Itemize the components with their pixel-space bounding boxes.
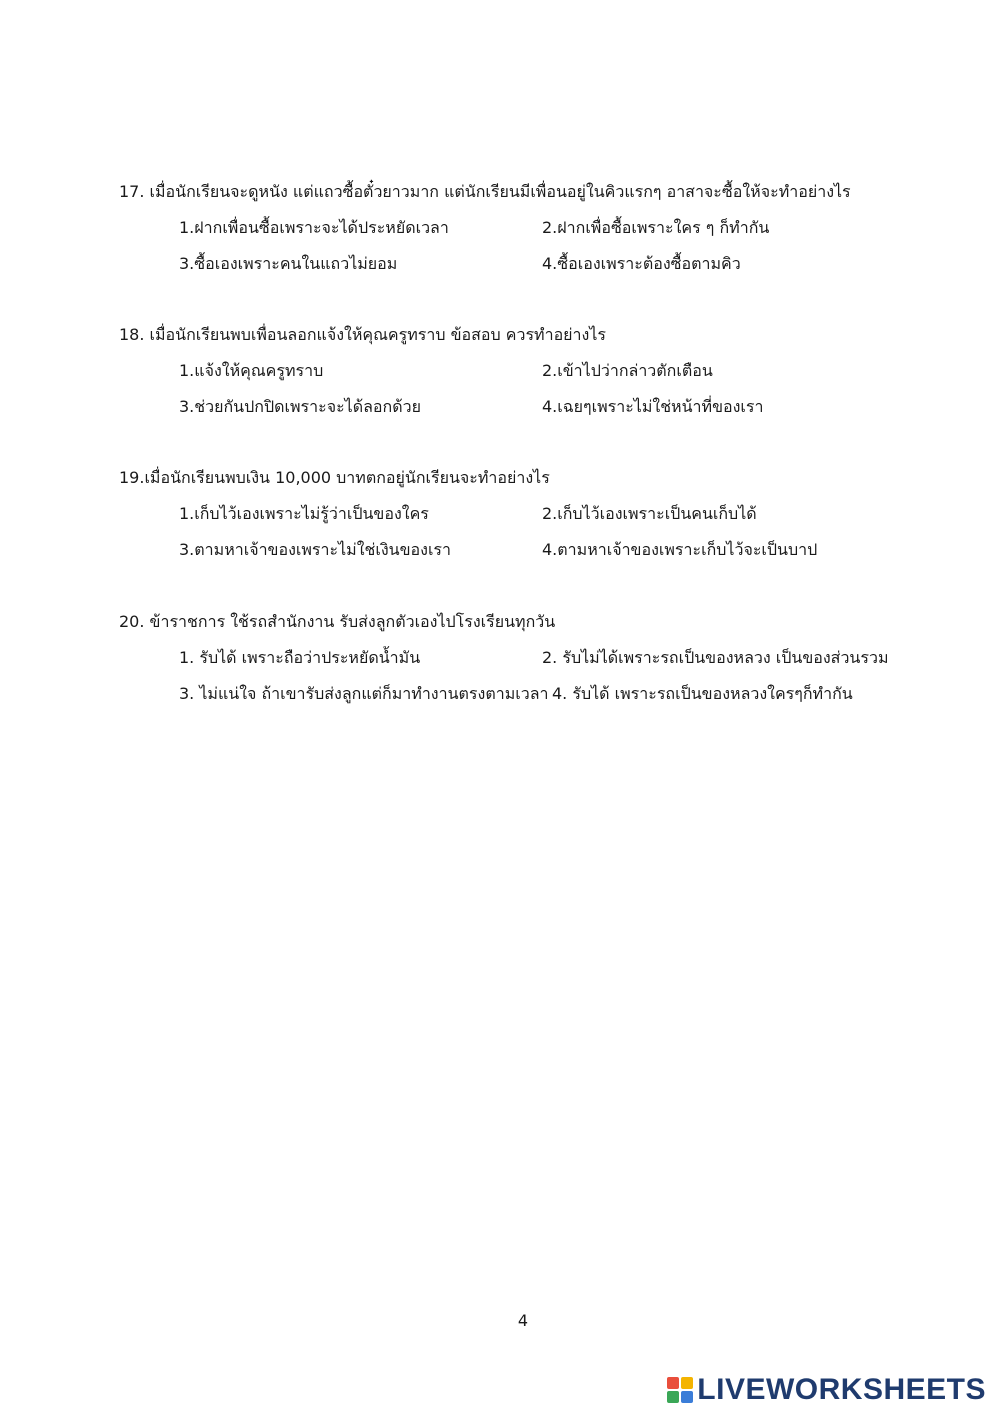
question-17-stem: 17. เมื่อนักเรียนจะดูหนัง แต่แถวซื้อตั๋วยาวมาก แต่นักเรียนมีเพื่อนอยู่ในคิวแรกๆ อาสาจะซื้อให้จะทำอย่างไร xyxy=(119,182,851,201)
question-18-option-3[interactable]: 3.ช่วยกันปกปิดเพราะจะได้ลอกด้วย xyxy=(179,397,421,416)
question-19-option-1[interactable]: 1.เก็บไว้เองเพราะไม่รู้ว่าเป็นของใคร xyxy=(179,504,429,523)
question-18-stem: 18. เมื่อนักเรียนพบเพื่อนลอกแจ้งให้คุณครูทราบ ข้อสอบ ควรทำอย่างไร xyxy=(119,325,606,344)
question-19-option-2[interactable]: 2.เก็บไว้เองเพราะเป็นคนเก็บได้ xyxy=(542,504,757,523)
question-17-option-3[interactable]: 3.ซื้อเองเพราะคนในแถวไม่ยอม xyxy=(179,254,398,273)
question-20-option-1[interactable]: 1. รับได้ เพราะถือว่าประหยัดน้ำมัน xyxy=(179,648,421,667)
question-20-stem: 20. ข้าราชการ ใช้รถสำนักงาน รับส่งลูกตัวเองไปโรงเรียนทุกวัน xyxy=(119,612,556,631)
question-19-option-3[interactable]: 3.ตามหาเจ้าของเพราะไม่ใช่เงินของเรา xyxy=(179,540,451,559)
question-18-option-4[interactable]: 4.เฉยๆเพราะไม่ใช่หน้าที่ของเรา xyxy=(542,397,764,416)
question-17-option-2[interactable]: 2.ฝากเพื่อซื้อเพราะใคร ๆ ก็ทำกัน xyxy=(542,218,770,237)
question-19-stem: 19.เมื่อนักเรียนพบเงิน 10,000 บาทตกอยู่นักเรียนจะทำอย่างไร xyxy=(119,468,550,487)
question-17-option-4[interactable]: 4.ซื้อเองเพราะต้องซื้อตามคิว xyxy=(542,254,741,273)
question-20-option-3[interactable]: 3. ไม่แน่ใจ ถ้าเขารับส่งลูกแต่ก็มาทำงานตรงตามเวลา xyxy=(179,684,549,703)
question-17-option-1[interactable]: 1.ฝากเพื่อนซื้อเพราะจะได้ประหยัดเวลา xyxy=(179,218,449,237)
question-18-option-2[interactable]: 2.เข้าไปว่ากล่าวตักเตือน xyxy=(542,361,713,380)
question-20-option-4[interactable]: 4. รับได้ เพราะรถเป็นของหลวงใครๆก็ทำกัน xyxy=(552,684,853,703)
liveworksheets-brand[interactable] xyxy=(667,1373,986,1407)
question-19-option-4[interactable]: 4.ตามหาเจ้าของเพราะเก็บไว้จะเป็นบาป xyxy=(542,540,818,559)
question-18-option-1[interactable]: 1.แจ้งให้คุณครูทราบ xyxy=(179,361,324,380)
brand-name: LIVEWORKSHEETS xyxy=(697,1373,986,1406)
liveworksheets-logo-icon xyxy=(667,1377,693,1403)
question-20-option-2[interactable]: 2. รับไม่ได้เพราะรถเป็นของหลวง เป็นของส่วนรวม xyxy=(542,648,889,667)
page-number: 4 xyxy=(517,1311,529,1330)
